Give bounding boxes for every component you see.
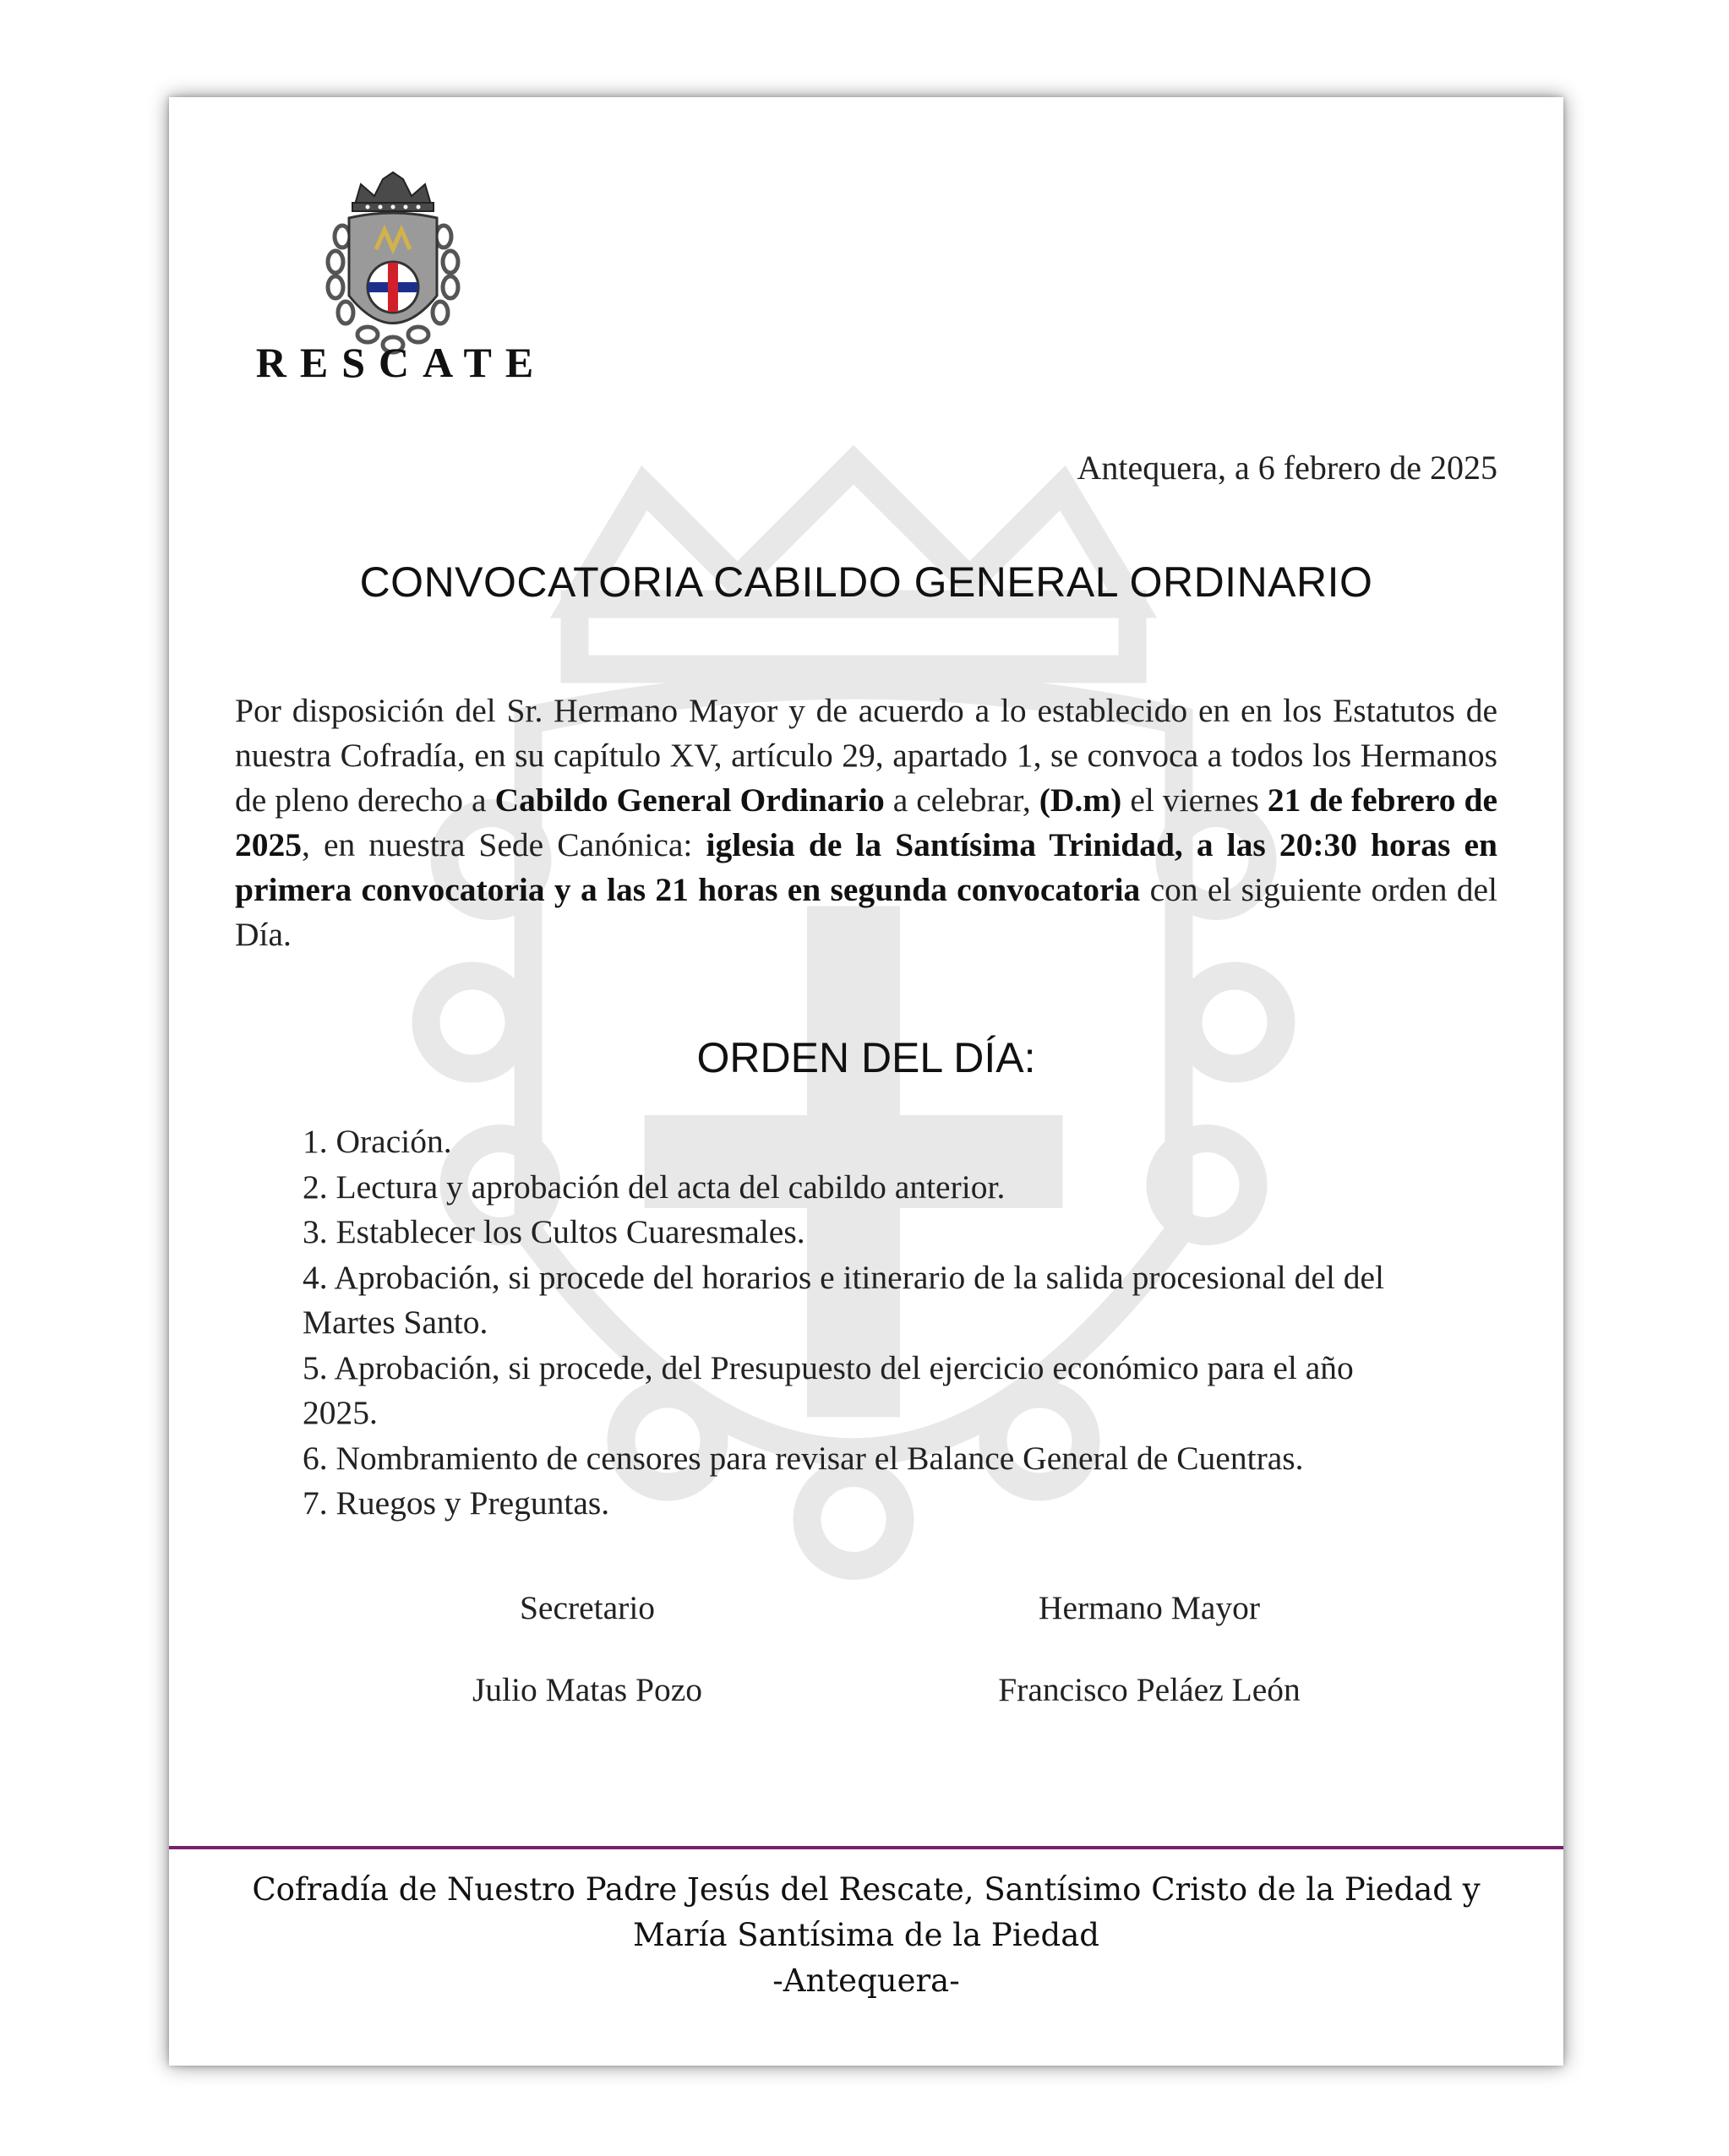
footer bbox=[169, 1867, 1563, 2004]
intro-bold-text: Cabildo General Ordinario bbox=[494, 781, 885, 819]
agenda-item: 5. Aprobación, si procede, del Presupuesto del ejercicio económico para el año 2025. bbox=[303, 1348, 1354, 1431]
agenda-title: ORDEN DEL DÍA: bbox=[696, 1034, 1036, 1081]
intro-text: a celebrar, bbox=[884, 781, 1039, 819]
signature-name-hermano-mayor: Francisco Peláez León bbox=[998, 1671, 1301, 1708]
page-title: CONVOCATORIA CABILDO GENERAL ORDINARIO bbox=[359, 558, 1373, 606]
agenda-list bbox=[303, 1119, 1437, 1527]
footer-line: Cofradía de Nuestro Padre Jesús del Rescate, Santísimo Cristo de la Piedad y bbox=[252, 1871, 1481, 1908]
agenda-item: 2. Lectura y aprobación del acta del cabildo anterior. bbox=[303, 1168, 1006, 1206]
signature-name-secretary: Julio Matas Pozo bbox=[472, 1671, 703, 1708]
intro-paragraph bbox=[235, 689, 1497, 957]
footer-divider bbox=[169, 1846, 1563, 1849]
agenda-item: 1. Oración. bbox=[303, 1123, 452, 1160]
letter-page bbox=[169, 97, 1563, 2066]
agenda-item: 3. Establecer los Cultos Cuaresmales. bbox=[303, 1213, 805, 1250]
brand-name: RESCATE bbox=[255, 339, 548, 386]
intro-bold-text: iglesia de la Santísima Trinidad, a las 20:30 horas en primera convocatoria y a las 21 horas en segunda convocatoria bbox=[235, 826, 1497, 908]
intro-text: Por disposición del Sr. Hermano Mayor y de acuerdo a lo establecido en en los Estatutos de nuestra Cofradía, en su capítulo XV, artículo 29, apartado 1, se convoca a todos los Hermanos de pleno derecho a bbox=[235, 692, 1497, 819]
intro-text: , en nuestra Sede Canónica: bbox=[302, 826, 706, 863]
intro-text: con el siguiente orden del Día. bbox=[235, 871, 1497, 953]
agenda-item: 7. Ruegos y Preguntas. bbox=[303, 1484, 610, 1522]
agenda-item: 4. Aprobación, si procede del horarios e itinerario de la salida procesional del del Martes Santo. bbox=[303, 1258, 1385, 1341]
signature-role-hermano-mayor: Hermano Mayor bbox=[1038, 1589, 1261, 1626]
footer-line: María Santísima de la Piedad bbox=[632, 1917, 1099, 1953]
signature-role-secretary: Secretario bbox=[519, 1589, 656, 1626]
footer-line: -Antequera- bbox=[772, 1963, 960, 1999]
intro-bold-text: 21 de febrero de 2025 bbox=[235, 781, 1497, 863]
brotherhood-crest-icon bbox=[317, 169, 469, 359]
intro-text: el viernes bbox=[1121, 781, 1268, 819]
intro-bold-text: (D.m) bbox=[1039, 781, 1122, 819]
agenda-item: 6. Nombramiento de censores para revisar el Balance General de Cuentras. bbox=[303, 1439, 1304, 1477]
letter-date: Antequera, a 6 febrero de 2025 bbox=[1077, 449, 1497, 487]
